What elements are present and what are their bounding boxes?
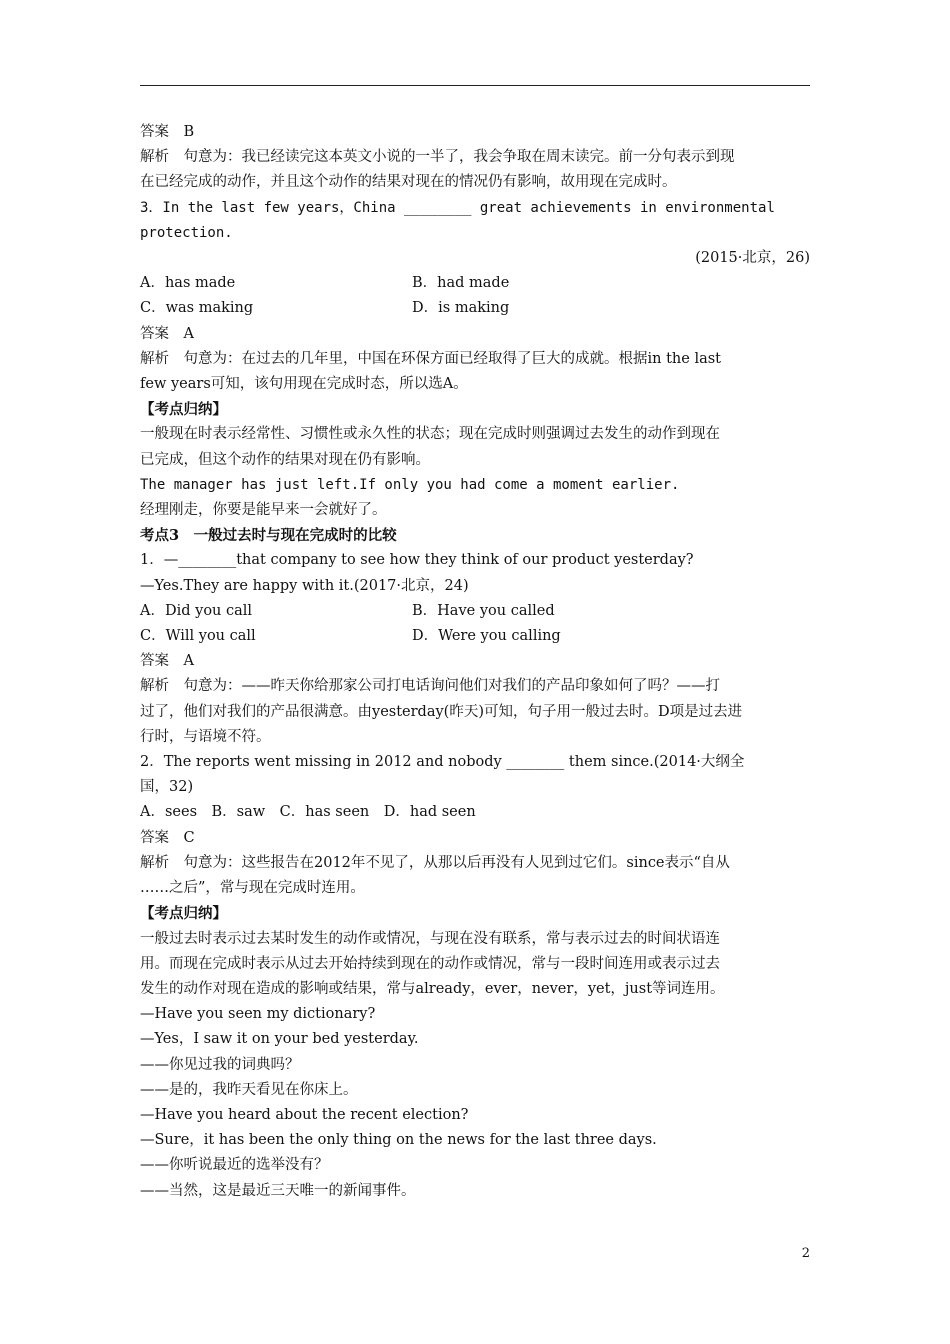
- header-rule: [140, 85, 810, 86]
- text-line: 在已经完成的动作，并且这个动作的结果对现在的情况仍有影响，故用现在完成时。: [140, 174, 677, 191]
- text-line: —Have you heard about the recent election?: [140, 1106, 469, 1123]
- text-line: 2．The reports went missing in 2012 and nobody ________ them since.(2014·大纲全: [140, 754, 745, 771]
- text-line: 3．In the last few years，China ________ great achievements in environmental: [140, 199, 775, 216]
- text-line: protection.: [140, 224, 233, 241]
- section-heading: 考点3 一般过去时与现在完成时的比较: [140, 527, 397, 545]
- option-item: C．Will you call: [140, 628, 256, 645]
- text-line: A．sees B．saw C．has seen D．had seen: [140, 804, 476, 821]
- text-line: —Yes，I saw it on your bed yesterday.: [140, 1031, 419, 1048]
- text-line: (2015·北京，26): [695, 250, 810, 267]
- text-line: —Have you seen my dictionary?: [140, 1006, 376, 1023]
- document-body: [140, 120, 810, 1204]
- text-line: —Yes.They are happy with it.(2017·北京，24): [140, 577, 469, 594]
- text-line: 解析 句意为：这些报告在2012年不见了，从那以后再没有人见到过它们。since表示“自从: [140, 854, 730, 871]
- option-item: D．is making: [412, 300, 510, 317]
- option-row: [140, 599, 810, 624]
- text-line: 解析 句意为：在过去的几年里，中国在环保方面已经取得了巨大的成就。根据in the last: [140, 350, 721, 367]
- text-line: 发生的动作对现在造成的影响或结果，常与already，ever，never，yet，just等词连用。: [140, 980, 725, 997]
- option-item: B．had made: [412, 275, 510, 292]
- text-line: 用。而现在完成时表示从过去开始持续到现在的动作或情况，常与一段时间连用或表示过去: [140, 955, 720, 972]
- option-item: C．was making: [140, 300, 254, 317]
- text-line: 答案 B: [140, 124, 195, 140]
- option-row: [140, 271, 810, 296]
- text-line: ……之后”，常与现在完成时连用。: [140, 880, 365, 897]
- text-line: few years可知，该句用现在完成时态，所以选A。: [140, 376, 468, 393]
- text-line: 国，32): [140, 779, 194, 796]
- text-line: 答案 C: [140, 829, 195, 846]
- section-heading: 【考点归纳】: [140, 905, 227, 923]
- option-item: B．Have you called: [412, 602, 555, 619]
- text-line: 1．—________that company to see how they think of our product yesterday?: [140, 552, 694, 569]
- text-line: 过了，他们对我们的产品很满意。由yesterday(昨天)可知，句子用一般过去时。D项是过去进: [140, 703, 743, 720]
- option-item: A．Did you call: [140, 602, 253, 619]
- text-line: 解析 句意为：——昨天你给那家公司打电话询问他们对我们的产品印象如何了吗？——打: [140, 678, 720, 695]
- text-line: 答案 A: [140, 653, 194, 670]
- option-row: [140, 624, 810, 649]
- text-line: The manager has just left.If only you had come a moment earlier.: [140, 476, 680, 493]
- text-line: 行时，与语境不符。: [140, 728, 271, 745]
- text-line: 解析 句意为：我已经读完这本英文小说的一半了，我会争取在周末读完。前一分句表示到现: [140, 149, 735, 166]
- text-line: 已完成，但这个动作的结果对现在仍有影响。: [140, 451, 430, 468]
- option-item: A．has made: [140, 275, 236, 292]
- text-line: ——当然，这是最近三天唯一的新闻事件。: [140, 1182, 416, 1199]
- option-item: D．Were you calling: [412, 628, 561, 645]
- text-line: ——是的，我昨天看见在你床上。: [140, 1081, 358, 1098]
- text-line: 一般过去时表示过去某时发生的动作或情况，与现在没有联系，常与表示过去的时间状语连: [140, 930, 720, 947]
- text-line: ——你听说最近的选举没有？: [140, 1157, 329, 1174]
- page-number: 2: [801, 1246, 810, 1261]
- text-line: 答案 A: [140, 325, 194, 342]
- section-heading: 【考点归纳】: [140, 401, 227, 419]
- text-line: —Sure，it has been the only thing on the news for the last three days.: [140, 1132, 657, 1149]
- text-line: ——你见过我的词典吗？: [140, 1056, 300, 1073]
- text-line: 一般现在时表示经常性、习惯性或永久性的状态；现在完成时则强调过去发生的动作到现在: [140, 426, 720, 443]
- text-line: 经理刚走，你要是能早来一会就好了。: [140, 502, 387, 519]
- option-row: [140, 296, 810, 321]
